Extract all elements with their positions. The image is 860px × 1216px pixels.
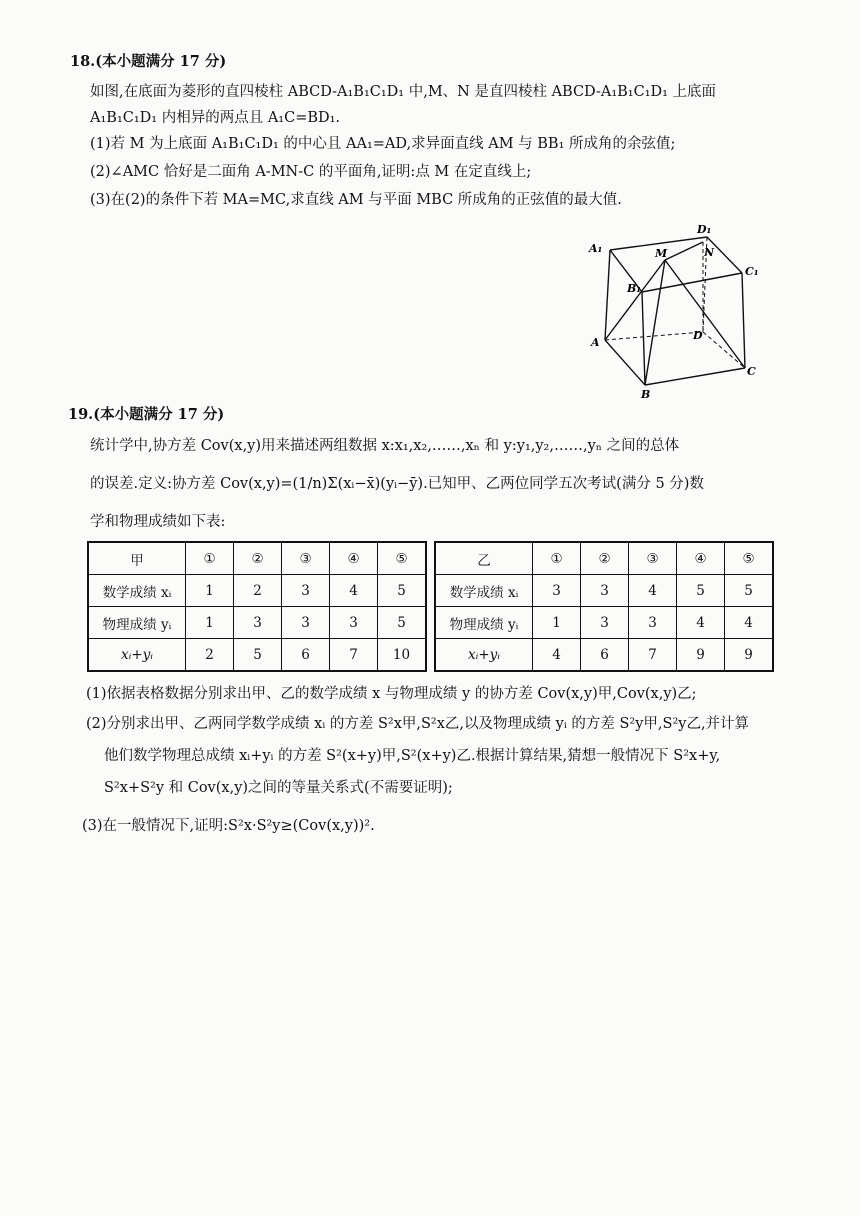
table-cell: 4 xyxy=(677,607,725,639)
q18-intro-line1: 如图,在底面为菱形的直四棱柱 ABCD-A₁B₁C₁D₁ 中,M、N 是直四棱柱 ABCD-A₁B₁C₁D₁ 上底面 xyxy=(90,84,717,100)
table-row xyxy=(88,575,426,607)
table-cell: ② xyxy=(581,542,629,575)
table-cell: 6 xyxy=(581,639,629,672)
table-cell: xᵢ+yᵢ xyxy=(88,639,186,672)
table-cell: 5 xyxy=(234,639,282,672)
table-cell: 5 xyxy=(677,575,725,607)
table-cell: 数学成绩 xᵢ xyxy=(435,575,533,607)
table-cell: 1 xyxy=(186,607,234,639)
label-A1: A₁ xyxy=(589,242,603,255)
prism-figure xyxy=(585,220,775,400)
table-cell: 5 xyxy=(378,575,427,607)
q19-intro-line2: 的误差.定义:协方差 Cov(x,y)=(1/n)Σ(xᵢ−x̄)(yᵢ−ȳ).已知甲、乙两位同学五次考试(满分 5 分)数 xyxy=(90,476,704,492)
table-cell: 3 xyxy=(581,607,629,639)
table-cell: ② xyxy=(234,542,282,575)
label-C: C xyxy=(747,365,756,378)
table-cell: ④ xyxy=(330,542,378,575)
table-cell: 4 xyxy=(533,639,581,672)
table-cell: ③ xyxy=(282,542,330,575)
table-cell: 2 xyxy=(234,575,282,607)
table-cell: 1 xyxy=(186,575,234,607)
table-cell: 4 xyxy=(725,607,774,639)
table-cell: 3 xyxy=(282,575,330,607)
table-cell: 7 xyxy=(330,639,378,672)
table-cell: 数学成绩 xᵢ xyxy=(88,575,186,607)
table-cell: 9 xyxy=(677,639,725,672)
table-cell: 5 xyxy=(378,607,427,639)
table-cell: ① xyxy=(186,542,234,575)
prism-hidden-edges xyxy=(605,237,745,368)
q19-intro-line3: 学和物理成绩如下表: xyxy=(90,514,226,530)
label-N: N xyxy=(704,246,715,259)
table-cell: 甲 xyxy=(88,542,186,575)
table-cell: ⑤ xyxy=(725,542,774,575)
label-D: D xyxy=(693,329,703,342)
table-yi xyxy=(434,541,774,672)
label-A: A xyxy=(591,336,600,349)
table-cell: 9 xyxy=(725,639,774,672)
table-row xyxy=(435,639,773,672)
table-cell: ④ xyxy=(677,542,725,575)
prism-solid-edges xyxy=(605,237,745,385)
table-cell: ⑤ xyxy=(378,542,427,575)
table-cell: 4 xyxy=(629,575,677,607)
table-cell: 3 xyxy=(234,607,282,639)
table-cell: 3 xyxy=(282,607,330,639)
q18-part2: (2)∠AMC 恰好是二面角 A-MN-C 的平面角,证明:点 M 在定直线上; xyxy=(90,164,532,180)
q18-header: 18.(本小题满分 17 分) xyxy=(70,53,227,70)
table-cell: 10 xyxy=(378,639,427,672)
table-row xyxy=(88,607,426,639)
label-B1: B₁ xyxy=(627,282,642,295)
table-cell: 3 xyxy=(581,575,629,607)
label-C1: C₁ xyxy=(745,265,759,278)
table-cell: 3 xyxy=(533,575,581,607)
table-jia xyxy=(87,541,427,672)
table-row xyxy=(435,542,773,575)
q19-part2-line2: 他们数学物理总成绩 xᵢ+yᵢ 的方差 S²(x+y)甲,S²(x+y)乙.根据计算结果,猜想一般情况下 S²x+y, xyxy=(104,748,721,764)
q18-part1: (1)若 M 为上底面 A₁B₁C₁D₁ 的中心且 AA₁=AD,求异面直线 AM 与 BB₁ 所成角的余弦值; xyxy=(90,136,676,152)
table-row xyxy=(88,639,426,672)
table-cell: 5 xyxy=(725,575,774,607)
q19-header: 19.(本小题满分 17 分) xyxy=(68,406,225,423)
label-B: B xyxy=(641,388,651,400)
label-M: M xyxy=(655,247,668,260)
table-cell: 乙 xyxy=(435,542,533,575)
table-cell: 6 xyxy=(282,639,330,672)
table-row xyxy=(435,607,773,639)
q19-intro-line1: 统计学中,协方差 Cov(x,y)用来描述两组数据 x:x₁,x₂,……,xₙ 和 y:y₁,y₂,……,yₙ 之间的总体 xyxy=(90,438,680,454)
table-cell: 物理成绩 yᵢ xyxy=(88,607,186,639)
table-cell: xᵢ+yᵢ xyxy=(435,639,533,672)
label-D1: D₁ xyxy=(697,223,712,236)
q18-part3: (3)在(2)的条件下若 MA=MC,求直线 AM 与平面 MBC 所成角的正弦值的最大值. xyxy=(90,192,622,208)
q19-part2-line3: S²x+S²y 和 Cov(x,y)之间的等量关系式(不需要证明); xyxy=(104,780,453,796)
table-cell: 1 xyxy=(533,607,581,639)
table-row xyxy=(88,542,426,575)
q19-part1: (1)依据表格数据分别求出甲、乙的数学成绩 x 与物理成绩 y 的协方差 Cov(x,y)甲,Cov(x,y)乙; xyxy=(86,686,697,702)
table-cell: 4 xyxy=(330,575,378,607)
table-cell: 7 xyxy=(629,639,677,672)
table-cell: 3 xyxy=(629,607,677,639)
table-cell: ③ xyxy=(629,542,677,575)
table-cell: 2 xyxy=(186,639,234,672)
q18-intro-line2: A₁B₁C₁D₁ 内相异的两点且 A₁C=BD₁. xyxy=(90,110,341,126)
table-cell: 3 xyxy=(330,607,378,639)
q19-part2-line1: (2)分别求出甲、乙两同学数学成绩 xᵢ 的方差 S²x甲,S²x乙,以及物理成绩 yᵢ 的方差 S²y甲,S²y乙,并计算 xyxy=(86,716,750,732)
table-cell: ① xyxy=(533,542,581,575)
table-cell: 物理成绩 yᵢ xyxy=(435,607,533,639)
table-row xyxy=(435,575,773,607)
q19-part3: (3)在一般情况下,证明:S²x·S²y≥(Cov(x,y))². xyxy=(82,818,375,834)
